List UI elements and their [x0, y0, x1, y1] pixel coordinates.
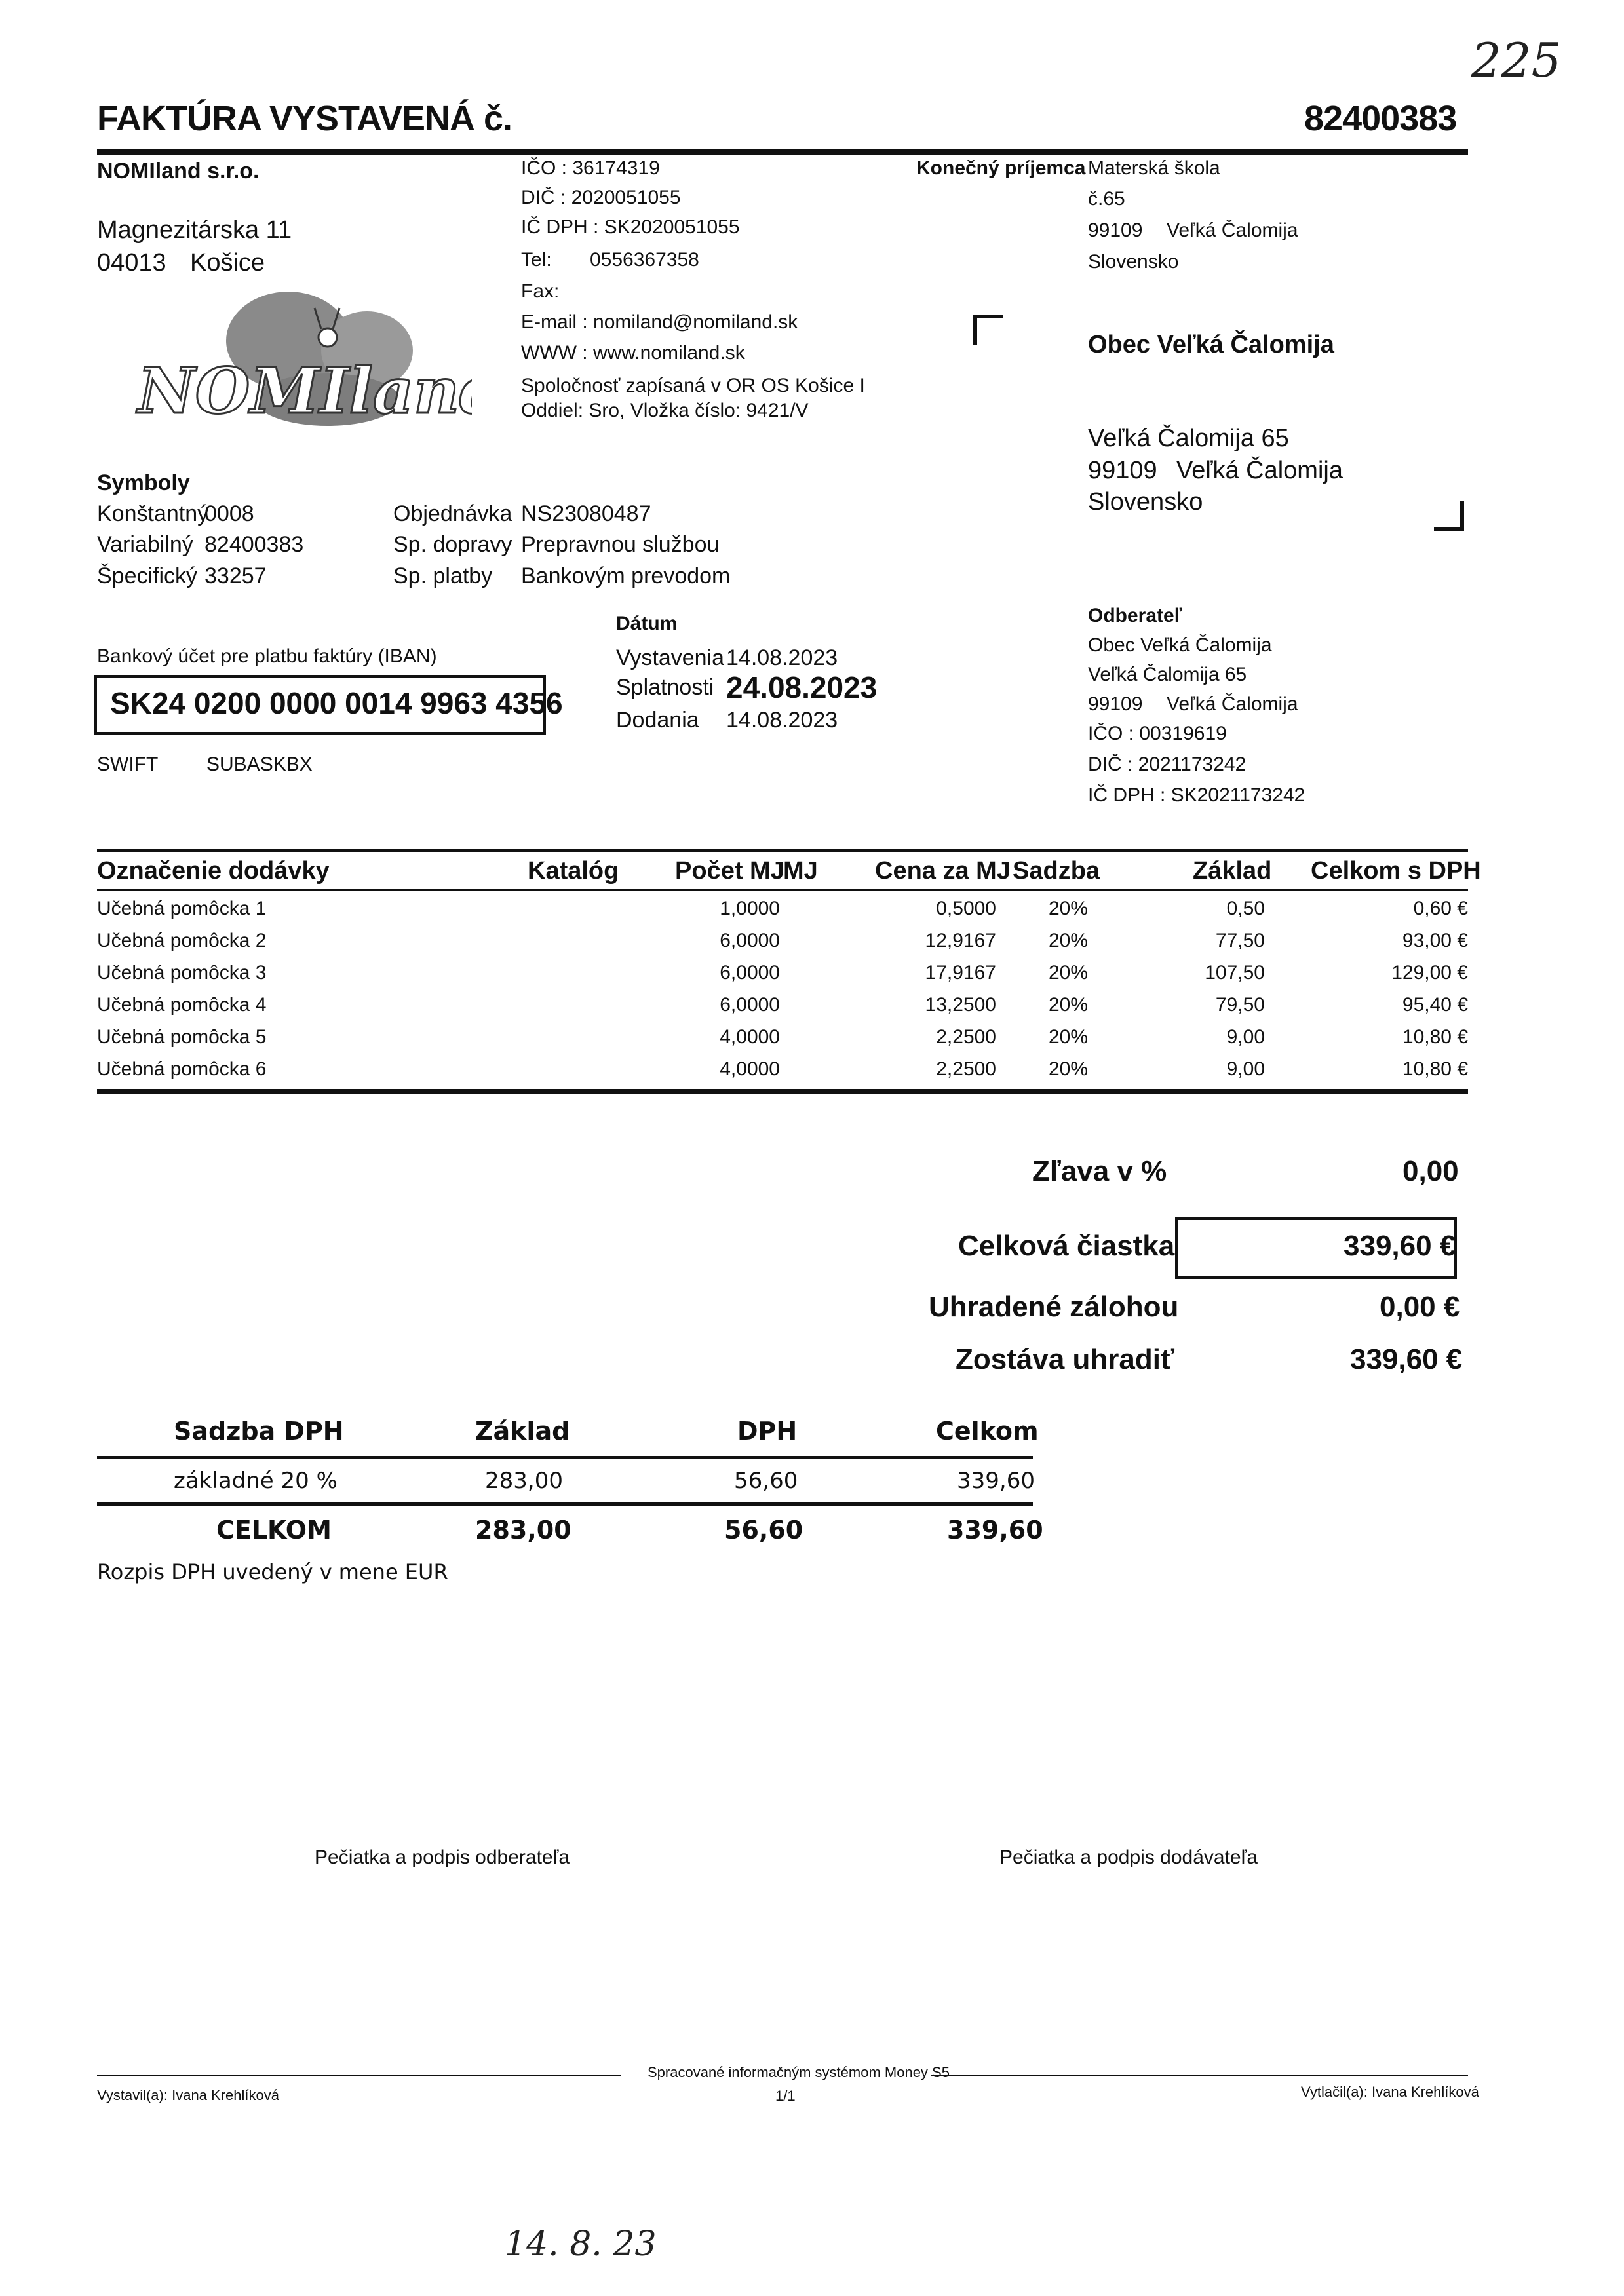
table-row — [0, 994, 1624, 1027]
variable-symbol: 82400383 — [204, 532, 304, 557]
supplier-email: E-mail : nomiland@nomiland.sk — [521, 311, 798, 333]
final-recipient-country: Slovensko — [1088, 251, 1179, 273]
cell-item: Učebná pomôcka 2 — [97, 930, 267, 951]
table-row — [0, 1058, 1624, 1091]
bank-account-label: Bankový účet pre platbu faktúry (IBAN) — [97, 645, 437, 667]
cell-qty: 6,0000 — [720, 962, 780, 984]
supplier-name: NOMIland s.r.o. — [97, 159, 260, 183]
nomiland-logo — [131, 288, 472, 446]
supplier-tel: 0556367358 — [590, 249, 699, 271]
col-header-base: Základ — [1193, 857, 1272, 885]
cell-rate: 20% — [1049, 898, 1089, 919]
cell-total: 10,80 € — [1402, 1058, 1468, 1080]
footer-page: 1/1 — [775, 2088, 796, 2104]
specific-symbol-label: Špecifický — [97, 564, 198, 588]
variable-symbol-label: Variabilný — [97, 532, 193, 557]
payment-label: Sp. platby — [393, 564, 493, 588]
cell-total: 95,40 € — [1402, 994, 1468, 1016]
discount-label: Zľava v % — [1032, 1155, 1167, 1187]
address-city: Veľká Čalomija — [1176, 457, 1343, 484]
cell-unit-price: 12,9167 — [925, 930, 996, 951]
table-row — [0, 962, 1624, 995]
table-row — [0, 1026, 1624, 1059]
buyer-icdph: IČ DPH : SK2021173242 — [1088, 784, 1305, 806]
address-name: Obec Veľká Čalomija — [1088, 331, 1334, 358]
vat-sum-vat: 56,60 — [724, 1516, 803, 1544]
cell-qty: 1,0000 — [720, 898, 780, 919]
table-row — [0, 930, 1624, 963]
buyer-zip: 99109 — [1088, 693, 1143, 715]
total-amount-label: Celková čiastka — [958, 1230, 1175, 1262]
constant-symbol: 0008 — [204, 501, 254, 526]
handwritten-date: 14. 8. 23 — [505, 2225, 657, 2264]
vat-header-rate: Sadzba DPH — [174, 1417, 344, 1445]
col-header-item: Označenie dodávky — [97, 857, 330, 885]
address-country: Slovensko — [1088, 488, 1203, 516]
cell-item: Učebná pomôcka 1 — [97, 898, 267, 919]
supplier-zip: 04013 — [97, 249, 166, 277]
supplier-tel-label: Tel: — [521, 249, 552, 271]
issued-date: 14.08.2023 — [726, 645, 838, 670]
total-amount: 339,60 € — [1344, 1230, 1456, 1262]
order-number: NS23080487 — [521, 501, 651, 526]
vat-row-rate: základné 20 % — [174, 1468, 338, 1494]
col-header-unit: MJ — [783, 857, 818, 885]
cell-base: 9,00 — [1226, 1058, 1265, 1080]
cell-base: 107,50 — [1205, 962, 1265, 984]
cell-unit-price: 0,5000 — [936, 898, 996, 919]
cell-total: 129,00 € — [1391, 962, 1468, 984]
cell-item: Učebná pomôcka 6 — [97, 1058, 267, 1080]
cell-rate: 20% — [1049, 930, 1089, 951]
vat-row-base: 283,00 — [485, 1468, 563, 1494]
buyer-label: Odberateľ — [1088, 605, 1182, 626]
invoice-number: 82400383 — [1304, 99, 1457, 138]
address-street: Veľká Čalomija 65 — [1088, 425, 1289, 452]
remaining-amount: 339,60 € — [1350, 1343, 1463, 1375]
specific-symbol: 33257 — [204, 564, 267, 588]
vat-header-rule — [97, 1456, 1033, 1459]
items-table-top-rule — [97, 849, 1468, 852]
issued-date-label: Vystavenia — [616, 645, 725, 670]
cell-total: 93,00 € — [1402, 930, 1468, 951]
cell-base: 79,50 — [1215, 994, 1265, 1016]
footer-rule-right — [931, 2075, 1468, 2076]
cell-item: Učebná pomôcka 5 — [97, 1026, 267, 1048]
items-table-bottom-rule — [97, 1089, 1468, 1094]
col-header-unit-price: Cena za MJ — [875, 857, 1011, 885]
col-header-total: Celkom s DPH — [1311, 857, 1481, 885]
logo-text: NOMIland — [138, 354, 472, 428]
due-date: 24.08.2023 — [726, 670, 878, 704]
transport-method: Prepravnou službou — [521, 532, 720, 557]
cell-rate: 20% — [1049, 1058, 1089, 1080]
cell-total: 0,60 € — [1413, 898, 1468, 919]
supplier-ico: IČO : 36174319 — [521, 157, 660, 179]
buyer-street: Veľká Čalomija 65 — [1088, 664, 1247, 685]
cell-rate: 20% — [1049, 962, 1089, 984]
footer-printed-by: Vytlačil(a): Ivana Krehlíková — [1301, 2084, 1479, 2100]
payment-method: Bankovým prevodom — [521, 564, 731, 588]
dates-label: Dátum — [616, 613, 678, 634]
vat-header-vat: DPH — [737, 1417, 798, 1445]
vat-row-total: 339,60 — [957, 1468, 1035, 1494]
cell-qty: 6,0000 — [720, 930, 780, 951]
paid-advance: 0,00 € — [1380, 1291, 1460, 1323]
vat-sum-label: CELKOM — [216, 1516, 332, 1544]
col-header-rate: Sadzba — [1013, 857, 1100, 885]
cell-unit-price: 2,2500 — [936, 1058, 996, 1080]
col-header-catalog: Katalóg — [528, 857, 619, 885]
swift-code: SUBASKBX — [206, 754, 313, 775]
final-recipient-zip: 99109 — [1088, 220, 1143, 241]
vat-sum-total: 339,60 — [947, 1516, 1043, 1544]
cell-qty: 4,0000 — [720, 1058, 780, 1080]
window-corner-top-left — [973, 315, 1003, 345]
constant-symbol-label: Konštantný — [97, 501, 209, 526]
buyer-ico: IČO : 00319619 — [1088, 723, 1227, 744]
supplier-dic: DIČ : 2020051055 — [521, 187, 681, 208]
swift-label: SWIFT — [97, 754, 159, 775]
delivery-date-label: Dodania — [616, 708, 699, 733]
cell-item: Učebná pomôcka 4 — [97, 994, 267, 1016]
handwritten-number: 225 — [1471, 33, 1562, 88]
items-header-rule — [97, 889, 1468, 891]
header-rule — [97, 149, 1468, 155]
footer-system: Spracované informačným systémom Money S5 — [648, 2064, 950, 2080]
buyer-signature-label: Pečiatka a podpis odberateľa — [315, 1846, 570, 1868]
col-header-qty: Počet MJ — [675, 857, 784, 885]
window-corner-bottom-right — [1434, 501, 1464, 531]
remaining-label: Zostáva uhradiť — [956, 1343, 1175, 1375]
buyer-dic: DIČ : 2021173242 — [1088, 754, 1247, 775]
supplier-fax: Fax: — [521, 280, 560, 302]
cell-item: Učebná pomôcka 3 — [97, 962, 267, 984]
order-label: Objednávka — [393, 501, 512, 526]
delivery-date: 14.08.2023 — [726, 708, 838, 733]
cell-unit-price: 13,2500 — [925, 994, 996, 1016]
cell-base: 77,50 — [1215, 930, 1265, 951]
address-zip: 99109 — [1088, 457, 1157, 484]
final-recipient-line2: č.65 — [1088, 188, 1125, 210]
due-date-label: Splatnosti — [616, 675, 714, 700]
table-row — [0, 898, 1624, 930]
cell-base: 0,50 — [1226, 898, 1265, 919]
iban: SK24 0200 0000 0014 9963 4356 — [110, 686, 563, 720]
vat-note: Rozpis DPH uvedený v mene EUR — [97, 1559, 448, 1584]
footer-issued-by: Vystavil(a): Ivana Krehlíková — [97, 2087, 279, 2103]
paid-advance-label: Uhradené zálohou — [929, 1291, 1179, 1323]
footer-rule-left — [97, 2075, 621, 2076]
cell-qty: 4,0000 — [720, 1026, 780, 1048]
transport-label: Sp. dopravy — [393, 532, 512, 557]
supplier-city: Košice — [190, 249, 265, 277]
invoice-title: FAKTÚRA VYSTAVENÁ č. — [97, 99, 512, 138]
supplier-register-1: Spoločnosť zapísaná v OR OS Košice I — [521, 375, 865, 396]
vat-sum-base: 283,00 — [475, 1516, 571, 1544]
discount-value: 0,00 — [1402, 1155, 1459, 1187]
supplier-www: WWW : www.nomiland.sk — [521, 342, 745, 364]
buyer-city: Veľká Čalomija — [1167, 693, 1298, 715]
vat-row-vat: 56,60 — [734, 1468, 798, 1494]
cell-unit-price: 17,9167 — [925, 962, 996, 984]
supplier-register-2: Oddiel: Sro, Vložka číslo: 9421/V — [521, 400, 809, 421]
symbols-label: Symboly — [97, 470, 190, 495]
cell-unit-price: 2,2500 — [936, 1026, 996, 1048]
supplier-icdph: IČ DPH : SK2020051055 — [521, 216, 740, 238]
final-recipient-line1: Materská škola — [1088, 157, 1220, 179]
final-recipient-city: Veľká Čalomija — [1167, 220, 1298, 241]
cell-total: 10,80 € — [1402, 1026, 1468, 1048]
vat-header-total: Celkom — [936, 1417, 1039, 1445]
supplier-street: Magnezitárska 11 — [97, 216, 292, 244]
final-recipient-label: Konečný príjemca — [916, 157, 1086, 179]
cell-base: 9,00 — [1226, 1026, 1265, 1048]
vat-row-rule — [97, 1502, 1033, 1506]
vat-header-base: Základ — [475, 1417, 570, 1445]
supplier-signature-label: Pečiatka a podpis dodávateľa — [999, 1846, 1258, 1868]
cell-qty: 6,0000 — [720, 994, 780, 1016]
cell-rate: 20% — [1049, 994, 1089, 1016]
buyer-name: Obec Veľká Čalomija — [1088, 634, 1272, 656]
cell-rate: 20% — [1049, 1026, 1089, 1048]
